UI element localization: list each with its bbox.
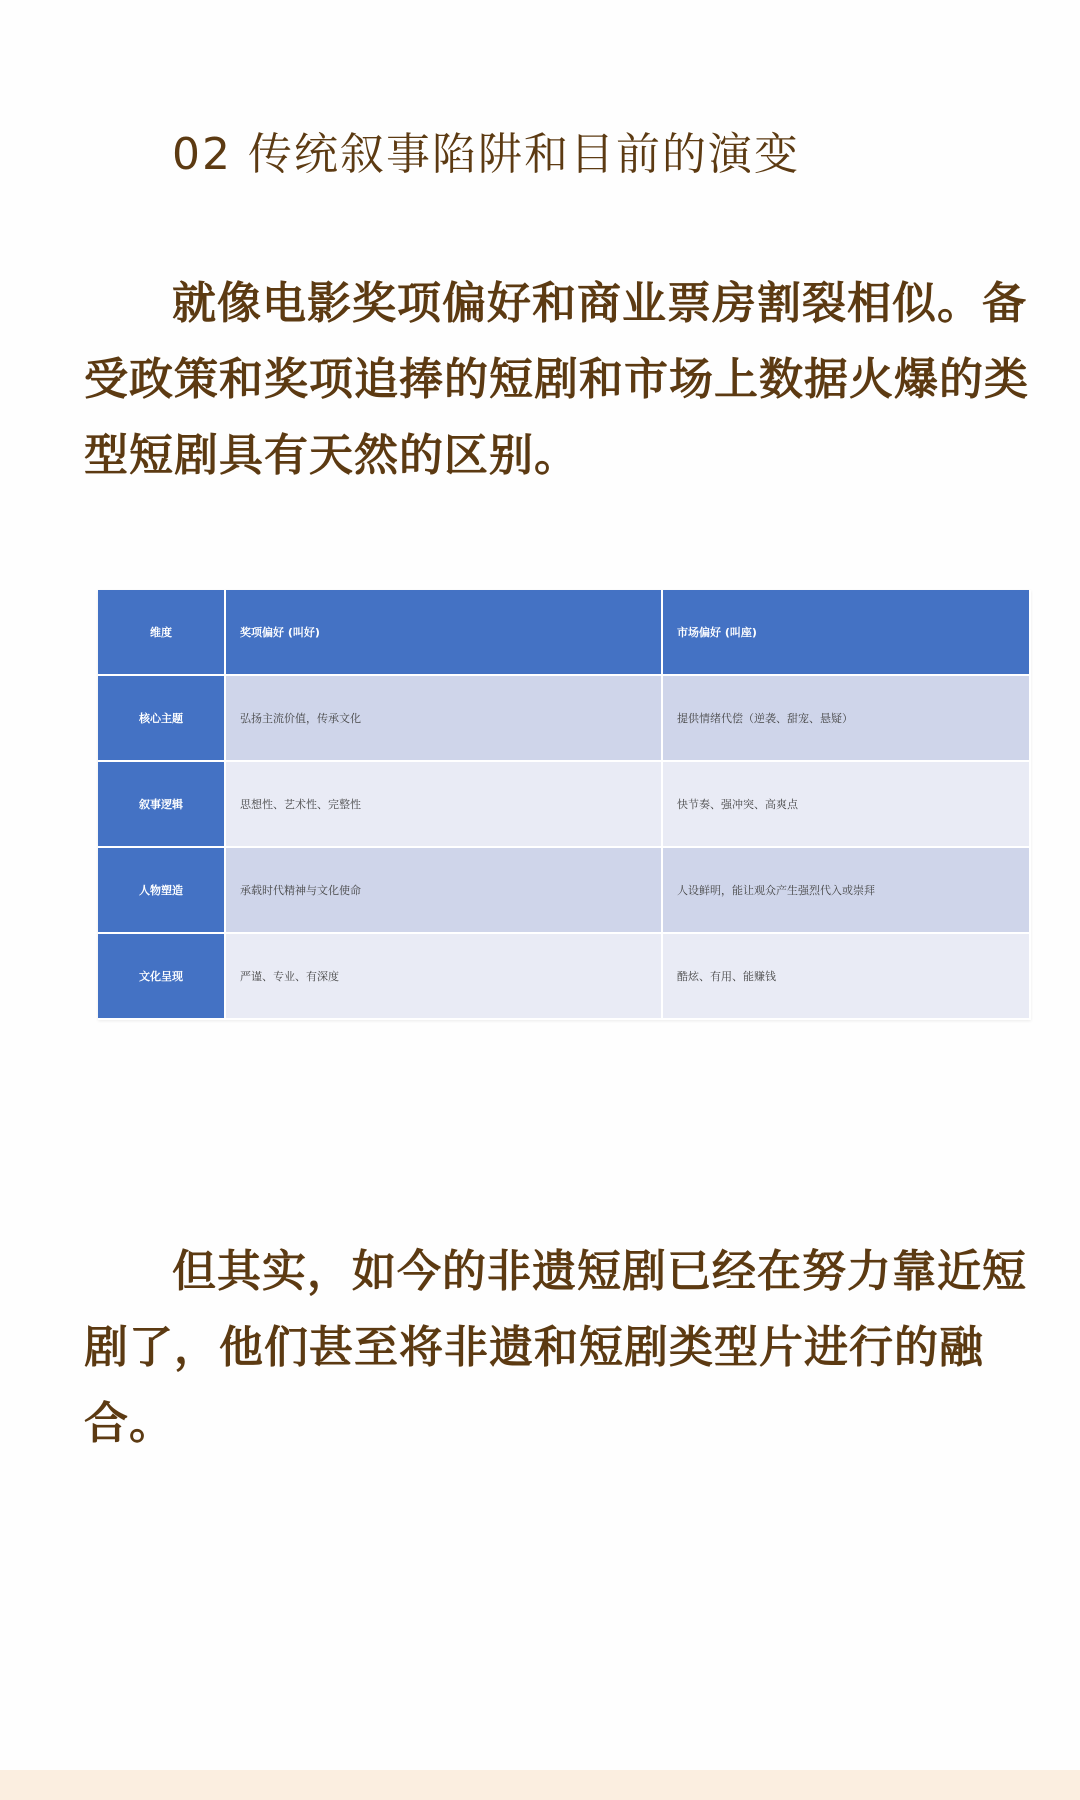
row-dimension-cell: 文化呈现 [98,933,225,1019]
row-award-cell: 弘扬主流价值，传承文化 [225,675,662,761]
table-row [98,933,1030,1019]
row-award-cell: 承载时代精神与文化使命 [225,847,662,933]
header-award-preference: 奖项偏好 (叫好) [225,590,662,675]
row-award-cell: 思想性、艺术性、完整性 [225,761,662,847]
header-dimension: 维度 [98,590,225,675]
table-row [98,761,1030,847]
preference-comparison-table [98,590,1031,1020]
paragraph-conclusion: 但其实，如今的非遗短剧已经在努力靠近短剧了，他们甚至将非遗和短剧类型片进行的融合。 [84,1246,1027,1449]
row-market-cell: 酷炫、有用、能赚钱 [662,933,1030,1019]
row-market-cell: 提供情绪代偿（逆袭、甜宠、悬疑） [662,675,1030,761]
table-row [98,675,1030,761]
row-dimension-cell: 叙事逻辑 [98,761,225,847]
row-market-cell: 快节奏、强冲突、高爽点 [662,761,1030,847]
row-market-cell: 人设鲜明，能让观众产生强烈代入或崇拜 [662,847,1030,933]
table-header [98,590,1030,675]
row-dimension-cell: 核心主题 [98,675,225,761]
header-market-preference: 市场偏好 (叫座) [662,590,1030,675]
footer-strip [0,1770,1080,1800]
table-row [98,847,1030,933]
table-body [98,675,1030,1019]
section-heading: 02 传统叙事陷阱和目前的演变 [172,129,800,180]
row-dimension-cell: 人物塑造 [98,847,225,933]
paragraph-intro: 就像电影奖项偏好和商业票房割裂相似。备受政策和奖项追捧的短剧和市场上数据火爆的类型短剧具有天然的区别。 [84,278,1029,481]
row-award-cell: 严谨、专业、有深度 [225,933,662,1019]
table-header-row [98,590,1030,675]
